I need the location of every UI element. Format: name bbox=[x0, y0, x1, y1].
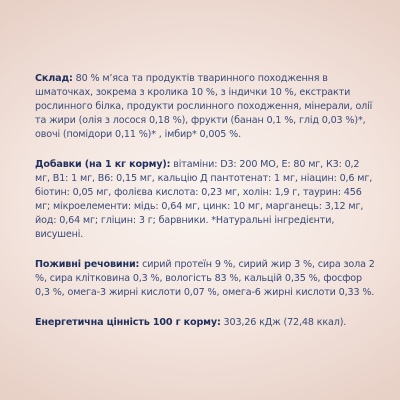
composition-text: 80 % м’яса та продуктів тваринного походження в шматочках, зокрема з кролика 10 %, з індички 10 %, екстракти рослинного білка, продукти рослинного походження, мінерали, олії та жири (олія з лосося 0,18 %), фрукти (банан 0,1 %, глід 0,03 %)*, овочі (помідори 0,11 %)* , імбир* 0,005 %. bbox=[35, 73, 373, 140]
additives-text: вітаміни: D3: 200 МО, Е: 80 мг, К3: 0,2 мг, В1: 1 мг, В6: 0,15 мг, кальцію Д пантотенат: 1 мг, ніацин: 0,6 мг, біотин: 0,05 мг, фолієва кислота: 0,23 мг, холін: 1,9 г, таурин: 456 мг; мікроелементи: мідь: 0,64 мг, цинк: 10 мг, марганець: 3,12 мг, йод: 0,64 мг; гліцин: 3 г; барвники. *Натуральні інгредієнти, висушені. bbox=[35, 159, 373, 240]
composition-paragraph bbox=[35, 72, 375, 142]
energy-label: Енергетична цінність 100 г корму: bbox=[35, 317, 221, 328]
nutrients-paragraph bbox=[35, 258, 375, 300]
additives-paragraph bbox=[35, 158, 375, 242]
energy-text: 303,26 кДж (72,48 ккал). bbox=[220, 317, 347, 328]
energy-paragraph bbox=[35, 316, 375, 330]
nutrients-label: Поживні речовини: bbox=[35, 259, 140, 270]
composition-label: Склад: bbox=[35, 73, 73, 84]
nutrients-text: сирий протеїн 9 %, сирий жир 3 %, сира зола 2 %, сира клітковина 0,3 %, вологість 83 %, кальцій 0,35 %, фосфор 0,3 %, омега-3 жирні кислоти 0,07 %, омега-6 жирні кислоти 0,33 %. bbox=[35, 259, 375, 298]
additives-label: Добавки (на 1 кг корму): bbox=[35, 159, 171, 170]
product-label-text bbox=[35, 72, 375, 346]
